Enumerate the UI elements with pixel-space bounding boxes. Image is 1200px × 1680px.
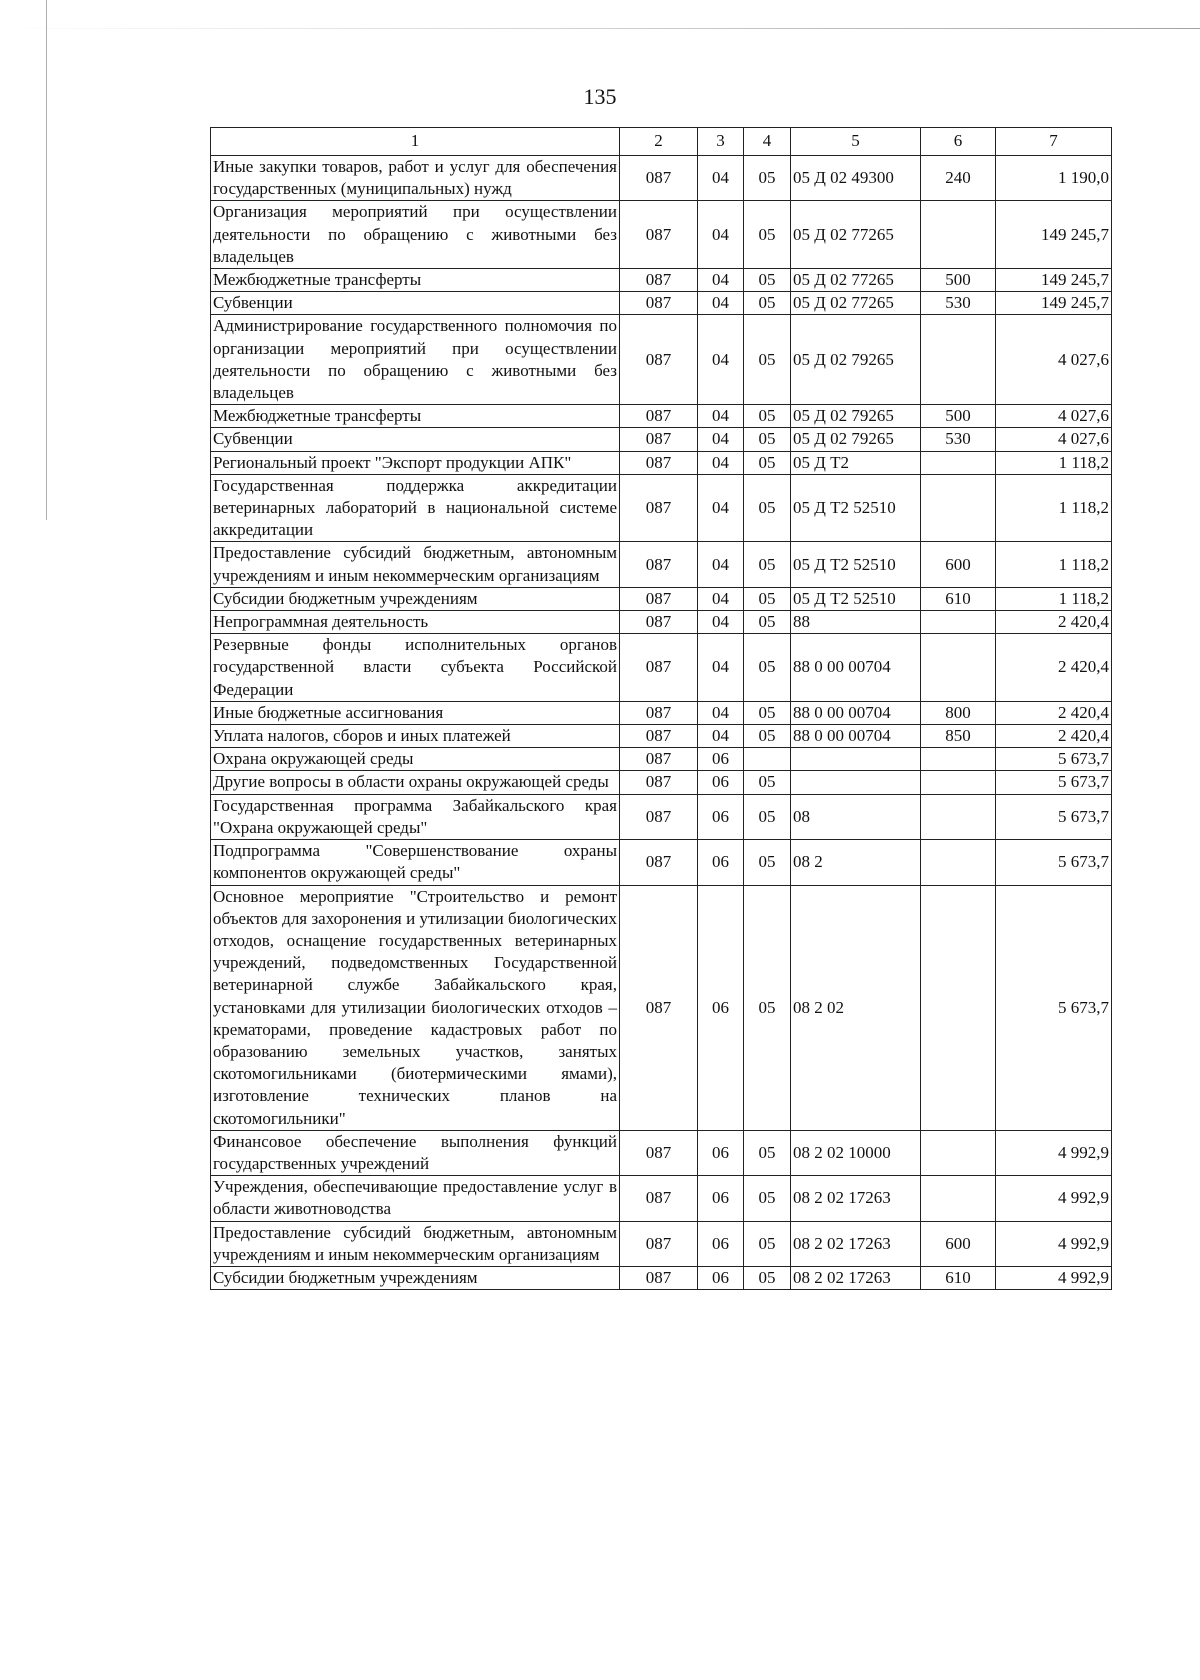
row-subsection-cell: [744, 748, 791, 771]
row-section-cell: 04: [698, 269, 744, 292]
row-section-cell: 06: [698, 1176, 744, 1221]
row-target-article-cell: 88 0 00 00704: [791, 634, 921, 702]
budget-table: [210, 127, 1112, 1290]
scan-edge-line: [0, 28, 1200, 29]
row-subsection-cell: 05: [744, 405, 791, 428]
row-name-cell: Предоставление субсидий бюджетным, автономным учреждениям и иным некоммерческим организациям: [211, 1221, 620, 1266]
row-expense-type-cell: 610: [921, 587, 996, 610]
row-name-cell: Субвенции: [211, 292, 620, 315]
row-expense-type-cell: [921, 748, 996, 771]
row-amount-cell: 5 673,7: [996, 748, 1112, 771]
row-expense-type-cell: [921, 315, 996, 405]
row-expense-type-cell: 600: [921, 1221, 996, 1266]
row-admin-code-cell: 087: [620, 269, 698, 292]
row-amount-cell: 5 673,7: [996, 885, 1112, 1130]
row-target-article-cell: 05 Д 02 77265: [791, 292, 921, 315]
column-header: 5: [791, 128, 921, 156]
table-row: [211, 885, 1112, 1130]
table-row: [211, 794, 1112, 839]
row-section-cell: 06: [698, 840, 744, 885]
table-row: [211, 611, 1112, 634]
row-admin-code-cell: 087: [620, 201, 698, 269]
row-amount-cell: 5 673,7: [996, 794, 1112, 839]
table-row: [211, 315, 1112, 405]
column-header: 7: [996, 128, 1112, 156]
row-section-cell: 06: [698, 885, 744, 1130]
row-section-cell: 06: [698, 1130, 744, 1175]
row-target-article-cell: [791, 748, 921, 771]
row-subsection-cell: 05: [744, 885, 791, 1130]
row-expense-type-cell: [921, 771, 996, 794]
row-subsection-cell: 05: [744, 201, 791, 269]
row-name-cell: Другие вопросы в области охраны окружающей среды: [211, 771, 620, 794]
row-expense-type-cell: 610: [921, 1266, 996, 1289]
row-admin-code-cell: 087: [620, 748, 698, 771]
row-amount-cell: 1 118,2: [996, 474, 1112, 542]
row-amount-cell: 1 118,2: [996, 451, 1112, 474]
row-expense-type-cell: [921, 1176, 996, 1221]
table-row: [211, 725, 1112, 748]
row-admin-code-cell: 087: [620, 840, 698, 885]
row-subsection-cell: 05: [744, 156, 791, 201]
row-amount-cell: 1 118,2: [996, 587, 1112, 610]
row-name-cell: Региональный проект "Экспорт продукции АПК": [211, 451, 620, 474]
column-header: 1: [211, 128, 620, 156]
row-expense-type-cell: [921, 451, 996, 474]
row-admin-code-cell: 087: [620, 451, 698, 474]
row-subsection-cell: 05: [744, 1130, 791, 1175]
row-subsection-cell: 05: [744, 1221, 791, 1266]
row-admin-code-cell: 087: [620, 1130, 698, 1175]
row-admin-code-cell: 087: [620, 885, 698, 1130]
row-target-article-cell: 05 Д 02 79265: [791, 405, 921, 428]
row-admin-code-cell: 087: [620, 315, 698, 405]
row-target-article-cell: 05 Д Т2 52510: [791, 587, 921, 610]
row-target-article-cell: 05 Д 02 79265: [791, 315, 921, 405]
scan-margin-line: [46, 0, 47, 520]
row-section-cell: 04: [698, 542, 744, 587]
row-admin-code-cell: 087: [620, 292, 698, 315]
row-name-cell: Финансовое обеспечение выполнения функций государственных учреждений: [211, 1130, 620, 1175]
row-section-cell: 04: [698, 474, 744, 542]
row-target-article-cell: 88 0 00 00704: [791, 701, 921, 724]
table-row: [211, 771, 1112, 794]
table-header-row: [211, 128, 1112, 156]
row-admin-code-cell: 087: [620, 542, 698, 587]
row-subsection-cell: 05: [744, 315, 791, 405]
row-name-cell: Резервные фонды исполнительных органов государственной власти субъекта Российской Федерации: [211, 634, 620, 702]
row-name-cell: Межбюджетные трансферты: [211, 405, 620, 428]
row-amount-cell: 4 992,9: [996, 1176, 1112, 1221]
row-expense-type-cell: [921, 840, 996, 885]
row-section-cell: 04: [698, 405, 744, 428]
row-name-cell: Подпрограмма "Совершенствование охраны компонентов окружающей среды": [211, 840, 620, 885]
row-subsection-cell: 05: [744, 292, 791, 315]
row-section-cell: 04: [698, 292, 744, 315]
column-header: 4: [744, 128, 791, 156]
row-section-cell: 04: [698, 701, 744, 724]
row-subsection-cell: 05: [744, 840, 791, 885]
row-admin-code-cell: 087: [620, 405, 698, 428]
row-name-cell: Учреждения, обеспечивающие предоставление услуг в области животноводства: [211, 1176, 620, 1221]
row-expense-type-cell: 600: [921, 542, 996, 587]
table-row: [211, 587, 1112, 610]
row-admin-code-cell: 087: [620, 587, 698, 610]
row-expense-type-cell: 500: [921, 269, 996, 292]
row-expense-type-cell: 500: [921, 405, 996, 428]
row-admin-code-cell: 087: [620, 1221, 698, 1266]
row-section-cell: 04: [698, 611, 744, 634]
row-name-cell: Основное мероприятие "Строительство и ремонт объектов для захоронения и утилизации биологических отходов, оснащение государственных ветеринарных учреждений, подведомственных Государственной ветеринарной службе Забайкальского края, установками для утилизации биологических отходов – крематорами, проведение кадастровых работ по образованию земельных участков, занятых скотомогильниками (биотермическими ямами), изготовление технических планов на скотомогильники": [211, 885, 620, 1130]
row-expense-type-cell: [921, 201, 996, 269]
row-subsection-cell: 05: [744, 794, 791, 839]
column-header: 6: [921, 128, 996, 156]
row-admin-code-cell: 087: [620, 634, 698, 702]
row-section-cell: 06: [698, 748, 744, 771]
row-amount-cell: 5 673,7: [996, 840, 1112, 885]
table-row: [211, 634, 1112, 702]
row-name-cell: Субсидии бюджетным учреждениям: [211, 587, 620, 610]
row-section-cell: 06: [698, 1221, 744, 1266]
row-subsection-cell: 05: [744, 611, 791, 634]
table-row: [211, 428, 1112, 451]
row-admin-code-cell: 087: [620, 1176, 698, 1221]
row-target-article-cell: 08 2 02: [791, 885, 921, 1130]
row-subsection-cell: 05: [744, 587, 791, 610]
row-name-cell: Субсидии бюджетным учреждениям: [211, 1266, 620, 1289]
row-amount-cell: 4 027,6: [996, 428, 1112, 451]
table-row: [211, 156, 1112, 201]
row-expense-type-cell: 850: [921, 725, 996, 748]
row-subsection-cell: 05: [744, 542, 791, 587]
table-row: [211, 474, 1112, 542]
row-section-cell: 04: [698, 156, 744, 201]
row-amount-cell: 1 118,2: [996, 542, 1112, 587]
row-target-article-cell: 08 2 02 17263: [791, 1176, 921, 1221]
table-row: [211, 292, 1112, 315]
table-row: [211, 840, 1112, 885]
row-name-cell: Охрана окружающей среды: [211, 748, 620, 771]
row-section-cell: 04: [698, 451, 744, 474]
row-amount-cell: 149 245,7: [996, 292, 1112, 315]
row-amount-cell: 2 420,4: [996, 701, 1112, 724]
row-amount-cell: 4 992,9: [996, 1130, 1112, 1175]
table-row: [211, 1176, 1112, 1221]
row-section-cell: 06: [698, 1266, 744, 1289]
table-row: [211, 1266, 1112, 1289]
row-admin-code-cell: 087: [620, 701, 698, 724]
row-admin-code-cell: 087: [620, 611, 698, 634]
row-section-cell: 04: [698, 315, 744, 405]
row-target-article-cell: 08 2 02 17263: [791, 1266, 921, 1289]
row-subsection-cell: 05: [744, 269, 791, 292]
row-section-cell: 04: [698, 201, 744, 269]
row-amount-cell: 149 245,7: [996, 269, 1112, 292]
row-target-article-cell: [791, 771, 921, 794]
row-expense-type-cell: [921, 885, 996, 1130]
row-amount-cell: 149 245,7: [996, 201, 1112, 269]
row-name-cell: Государственная программа Забайкальского края "Охрана окружающей среды": [211, 794, 620, 839]
row-admin-code-cell: 087: [620, 771, 698, 794]
row-section-cell: 04: [698, 428, 744, 451]
row-admin-code-cell: 087: [620, 1266, 698, 1289]
row-name-cell: Предоставление субсидий бюджетным, автономным учреждениям и иным некоммерческим организациям: [211, 542, 620, 587]
row-expense-type-cell: [921, 474, 996, 542]
row-admin-code-cell: 087: [620, 474, 698, 542]
row-target-article-cell: 08 2 02 10000: [791, 1130, 921, 1175]
row-target-article-cell: 05 Д 02 77265: [791, 269, 921, 292]
row-target-article-cell: 05 Д 02 77265: [791, 201, 921, 269]
row-target-article-cell: 88 0 00 00704: [791, 725, 921, 748]
row-name-cell: Иные бюджетные ассигнования: [211, 701, 620, 724]
row-amount-cell: 5 673,7: [996, 771, 1112, 794]
row-admin-code-cell: 087: [620, 794, 698, 839]
row-expense-type-cell: 800: [921, 701, 996, 724]
row-target-article-cell: 08 2: [791, 840, 921, 885]
table-row: [211, 201, 1112, 269]
row-expense-type-cell: [921, 611, 996, 634]
row-expense-type-cell: 240: [921, 156, 996, 201]
row-amount-cell: 2 420,4: [996, 611, 1112, 634]
row-amount-cell: 4 027,6: [996, 315, 1112, 405]
row-section-cell: 06: [698, 794, 744, 839]
row-name-cell: Иные закупки товаров, работ и услуг для обеспечения государственных (муниципальных) нужд: [211, 156, 620, 201]
row-name-cell: Организация мероприятий при осуществлении деятельности по обращению с животными без владельцев: [211, 201, 620, 269]
row-section-cell: 04: [698, 634, 744, 702]
row-target-article-cell: 05 Д Т2 52510: [791, 542, 921, 587]
row-target-article-cell: 05 Д Т2 52510: [791, 474, 921, 542]
row-subsection-cell: 05: [744, 451, 791, 474]
row-expense-type-cell: [921, 1130, 996, 1175]
column-header: 2: [620, 128, 698, 156]
row-subsection-cell: 05: [744, 771, 791, 794]
row-subsection-cell: 05: [744, 1266, 791, 1289]
row-amount-cell: 1 190,0: [996, 156, 1112, 201]
page-number: 135: [583, 84, 617, 109]
row-section-cell: 04: [698, 725, 744, 748]
row-subsection-cell: 05: [744, 474, 791, 542]
row-expense-type-cell: [921, 794, 996, 839]
row-name-cell: Государственная поддержка аккредитации ветеринарных лабораторий в национальной системе аккредитации: [211, 474, 620, 542]
row-subsection-cell: 05: [744, 1176, 791, 1221]
table-row: [211, 1130, 1112, 1175]
row-target-article-cell: 08 2 02 17263: [791, 1221, 921, 1266]
table-row: [211, 269, 1112, 292]
table-row: [211, 451, 1112, 474]
row-amount-cell: 4 992,9: [996, 1266, 1112, 1289]
row-subsection-cell: 05: [744, 725, 791, 748]
row-target-article-cell: 05 Д 02 79265: [791, 428, 921, 451]
row-amount-cell: 4 992,9: [996, 1221, 1112, 1266]
row-amount-cell: 4 027,6: [996, 405, 1112, 428]
row-subsection-cell: 05: [744, 634, 791, 702]
row-amount-cell: 2 420,4: [996, 725, 1112, 748]
row-name-cell: Субвенции: [211, 428, 620, 451]
row-expense-type-cell: 530: [921, 428, 996, 451]
row-section-cell: 06: [698, 771, 744, 794]
row-admin-code-cell: 087: [620, 428, 698, 451]
row-section-cell: 04: [698, 587, 744, 610]
row-name-cell: Межбюджетные трансферты: [211, 269, 620, 292]
table-row: [211, 701, 1112, 724]
row-amount-cell: 2 420,4: [996, 634, 1112, 702]
row-subsection-cell: 05: [744, 701, 791, 724]
row-name-cell: Непрограммная деятельность: [211, 611, 620, 634]
row-admin-code-cell: 087: [620, 725, 698, 748]
row-subsection-cell: 05: [744, 428, 791, 451]
row-expense-type-cell: [921, 634, 996, 702]
row-target-article-cell: 08: [791, 794, 921, 839]
row-expense-type-cell: 530: [921, 292, 996, 315]
row-admin-code-cell: 087: [620, 156, 698, 201]
row-target-article-cell: 05 Д Т2: [791, 451, 921, 474]
row-name-cell: Уплата налогов, сборов и иных платежей: [211, 725, 620, 748]
column-header: 3: [698, 128, 744, 156]
table-row: [211, 748, 1112, 771]
table-row: [211, 542, 1112, 587]
row-target-article-cell: 88: [791, 611, 921, 634]
row-name-cell: Администрирование государственного полномочия по организации мероприятий при осуществлении деятельности по обращению с животными без владельцев: [211, 315, 620, 405]
table-row: [211, 1221, 1112, 1266]
row-target-article-cell: 05 Д 02 49300: [791, 156, 921, 201]
table-row: [211, 405, 1112, 428]
